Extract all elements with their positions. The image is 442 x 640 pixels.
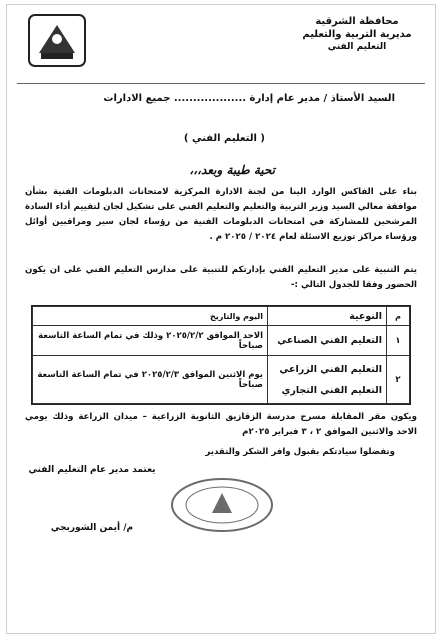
header-divider: [17, 83, 425, 84]
row-kind-item: التعليم الفني الزراعي: [279, 363, 382, 375]
body-paragraph-3: ويكون مقر المقابلة مسرح مدرسة الزقازيق الثانوية الزراعية – ميدان الزراعة وذلك يومي الاحد والاثنين الموافق ٢ ، ٣ فبراير ٢٠٢٥م: [25, 412, 417, 437]
directorate-name: مديرية التربية والتعليم: [302, 29, 412, 40]
row-kind: التعليم الفني الصناعي: [268, 326, 387, 356]
row-date: الاحد الموافق ٢٠٢٥/٢/٢ وذلك في تمام الساعة التاسعة صباحاً: [33, 326, 268, 356]
official-stamp-icon: [167, 475, 277, 535]
signature-block: [27, 465, 157, 533]
table-row: [33, 356, 410, 404]
table-header-row: [33, 307, 410, 326]
greeting: تحية طيبة وبعد،،،: [189, 163, 275, 177]
sector-name: التعليم الفني: [327, 42, 387, 52]
body-paragraph-2: يتم التنبية على مدير التعليم الفني بإدارتكم للتنبية على مدارس التعليم الفني على ان يكون الحضور وفقا للجدول التالي :-: [25, 265, 417, 290]
row-number: ١: [387, 326, 410, 356]
governorate-name: محافظة الشرقية: [315, 16, 399, 27]
closing-line: وتفضلوا سيادتكم بقبول وافر الشكر والتقدير: [205, 447, 395, 457]
letterhead: [297, 15, 417, 53]
table-header: النوعية: [268, 307, 387, 326]
subject-line: ( التعليم الفني ): [183, 133, 265, 144]
address-line: السيد الأستاذ / مدير عام إدارة ................... جميع الادارات: [103, 93, 395, 104]
schedule-table: [31, 305, 411, 405]
body-paragraph-1: بناء على الفاكس الوارد الينا من لجنة الادارة المركزية لامتحانات الدبلومات الفنية بشأن موافقة معالي السيد وزير التربية والتعليم والتعليم الفني على تشكيل لجان لتقييم أداء السادة المرشحين للمشاركة في امتحانات الدبلومات الفنية من رؤساء لجان سير ومراقبين أوائل ورؤساء مراكز توزيع الاسئلة لعام ٢٠٢٤ / ٢٠٢٥ م .: [25, 187, 417, 242]
table-header: اليوم والتاريخ: [33, 307, 268, 326]
row-kind: [268, 356, 387, 404]
table-row: [33, 326, 410, 356]
signature-name: م/ أيمن الشوربجي: [50, 523, 134, 533]
ministry-logo-icon: [27, 13, 87, 68]
signature-title: يعتمد مدير عام التعليم الفني: [28, 465, 156, 475]
document-page: [6, 4, 436, 634]
row-date: يوم الاثنين الموافق ٢٠٢٥/٢/٣ في تمام الساعة التاسعة صباحاً: [33, 356, 268, 404]
table-header: م: [387, 307, 410, 326]
row-kind-item: التعليم الفني التجاري: [281, 384, 382, 396]
row-number: ٢: [387, 356, 410, 404]
